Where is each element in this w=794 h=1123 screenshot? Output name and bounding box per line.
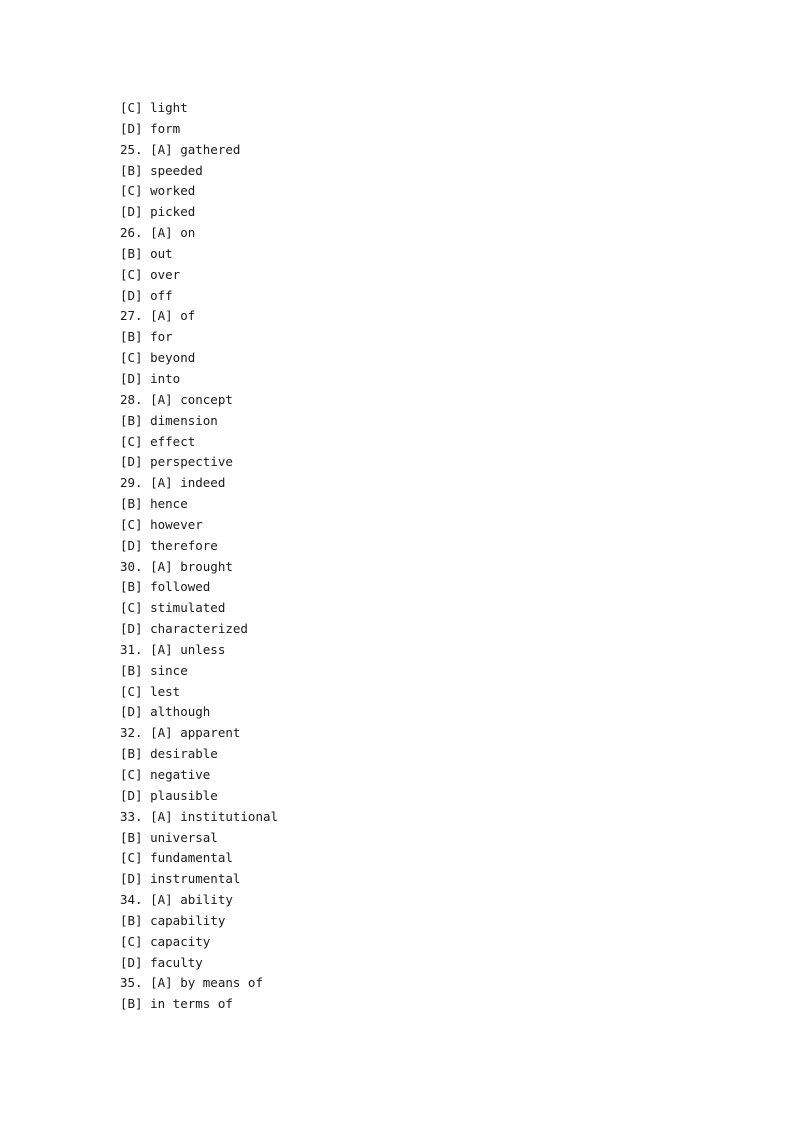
option-line: [B] followed [120, 579, 211, 595]
option-line: [D] picked [120, 204, 196, 220]
question-28-option-a: 28. [A] concept [120, 391, 233, 407]
option-line: [C] negative [120, 767, 211, 782]
option-line: [C] however [120, 516, 203, 532]
question-26-option-a: 26. [A] on [120, 225, 196, 241]
option-line: [C] light [120, 100, 188, 115]
option-line: [D] characterized [120, 621, 248, 637]
option-line: [C] fundamental [120, 850, 233, 866]
option-line: [D] faculty [120, 954, 203, 970]
option-line: [C] beyond [120, 350, 196, 366]
option-line: [C] effect [120, 433, 196, 449]
question-27-option-a: 27. [A] of [120, 308, 196, 324]
question-31-option-a: 31. [A] unless [120, 641, 226, 657]
option-line: [B] out [120, 245, 173, 261]
option-line: [B] capability [120, 912, 226, 928]
question-35-option-a: 35. [A] by means of [120, 975, 263, 991]
option-line: [B] in terms of [120, 996, 233, 1012]
option-line: [D] into [120, 370, 181, 386]
option-line: [C] lest [120, 683, 181, 699]
question-25-option-a: 25. [A] gathered [120, 141, 241, 157]
option-line: [B] desirable [120, 746, 218, 762]
option-line: [D] instrumental [120, 871, 241, 887]
option-line: [B] universal [120, 829, 218, 845]
option-line: [B] for [120, 329, 173, 345]
question-34-option-a: 34. [A] ability [120, 892, 233, 908]
option-line: [D] therefore [120, 537, 218, 553]
answer-options-list [120, 98, 278, 1015]
option-line: [C] capacity [120, 933, 211, 949]
option-line: [D] plausible [120, 787, 218, 803]
option-line: [C] stimulated [120, 600, 226, 616]
option-line: [B] speeded [120, 162, 203, 178]
question-29-option-a: 29. [A] indeed [120, 475, 226, 491]
question-30-option-a: 30. [A] brought [120, 558, 233, 574]
option-line: [D] form [120, 120, 181, 136]
option-line: [D] off [120, 287, 173, 303]
option-line: [D] although [120, 704, 211, 720]
option-line: [B] hence [120, 496, 188, 512]
question-33-option-a: 33. [A] institutional [120, 808, 279, 824]
question-32-option-a: 32. [A] apparent [120, 725, 241, 741]
option-line: [C] worked [120, 183, 196, 199]
option-line: [D] perspective [120, 454, 233, 470]
option-line: [B] since [120, 662, 188, 678]
option-line: [B] dimension [120, 412, 218, 428]
option-line: [C] over [120, 266, 181, 282]
